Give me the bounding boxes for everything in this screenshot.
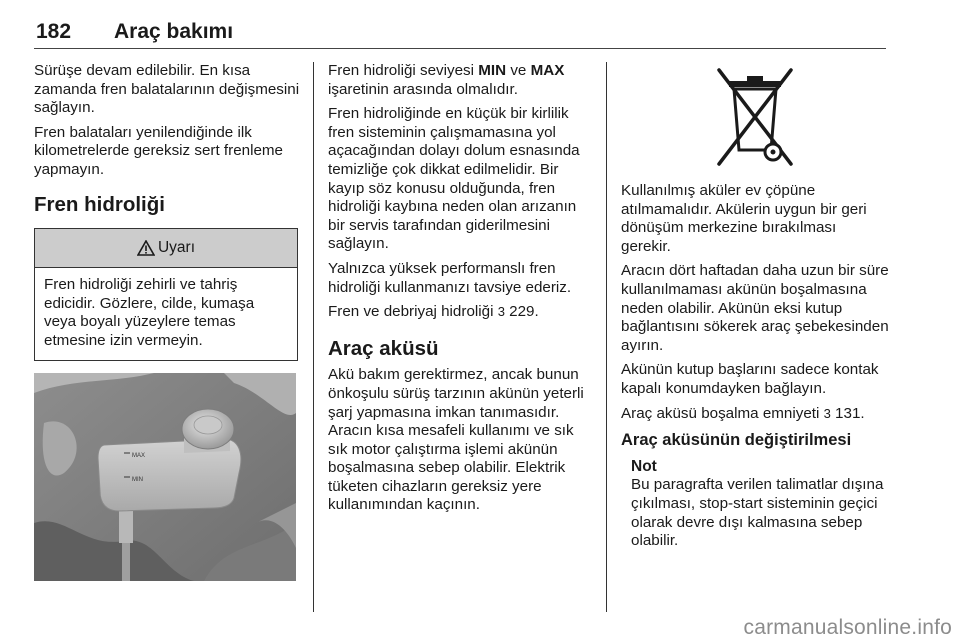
paragraph: Fren balataları yenilendiğinde ilk kilometrelerde gereksiz sert frenleme yapmayın. [34, 123, 283, 178]
note-box [621, 458, 889, 551]
column-middle [328, 62, 594, 521]
section-heading-brake-fluid: Fren hidroliği [34, 192, 165, 216]
column-divider [606, 62, 607, 612]
max-label: MAX [530, 62, 565, 79]
column-right [621, 62, 889, 551]
paragraph: Sürüşe devam edilebilir. En kısa zamanda fren balatalarının değişmesini sağlayın. [34, 62, 300, 117]
paragraph: Aracın dört haftadan daha uzun bir süre kullanılmaması akünün boşalmasına neden olabilir. Akünün eksi kutup bağlantısını sökerek araç şebekesinden ayırın. [621, 262, 889, 354]
warning-text: Fren hidroliği zehirli ve tahriş edicidir. Gözlere, cilde, kumaşa veya boyalı yüzeylere temas etmesine izin vermeyin. [44, 276, 255, 349]
paragraph: Yalnızca yüksek performanslı fren hidroliği kullanmanızı tavsiye ederiz. [328, 259, 572, 296]
cross-reference: Araç aküsü boşalma emniyeti 3 131. [621, 404, 865, 422]
brake-fluid-reservoir-photo [34, 373, 296, 581]
column-left [34, 62, 300, 581]
warning-box [34, 228, 298, 360]
paragraph: Akü bakım gerektirmez, ancak bunun önkoşulu sürüş tarzının akünün yeterli şarj yapmasına imkan tanımasıdır. Aracın kısa mesafeli kullanımı ve sık sık motor çalıştırma işlemi akünün boşalmasına sebep olabilir. Elektrik tüketen cihazların gereksiz yere kullanımından kaçının. [328, 366, 584, 514]
note-title: Not [631, 457, 657, 475]
page-ref-arrow-icon: 3 [823, 405, 831, 421]
page-header [34, 14, 886, 49]
paragraph: Kullanılmış aküler ev çöpüne atılmamalıdır. Akülerin uygun bir geri dönüşüm merkezine bırakılması gerekir. [621, 182, 867, 255]
warning-header [35, 229, 297, 268]
cross-reference: Fren ve debriyaj hidroliği 3 229. [328, 303, 539, 321]
warning-title: Uyarı [157, 238, 196, 256]
page-ref-arrow-icon: 3 [497, 304, 505, 320]
max-mark: MAX [132, 452, 146, 459]
crossed-out-bin-icon [709, 64, 801, 170]
column-divider [313, 62, 314, 612]
page-number: 182 [36, 20, 72, 43]
section-heading-battery-replacement: Araç aküsünün değiştirilmesi [621, 431, 852, 450]
chapter-title: Araç bakımı [114, 20, 234, 43]
min-mark: MIN [132, 476, 143, 483]
note-text: Bu paragrafta verilen talimatlar dışına çıkılması, stop-start sisteminin geçici olarak devre dışı kalmasına sebep olabilir. [631, 476, 884, 550]
paragraph-level: Fren hidroliği seviyesi MIN ve MAX işaretinin arasında olmalıdır. [328, 62, 565, 98]
section-heading-battery: Araç aküsü [328, 336, 439, 360]
paragraph: Akünün kutup başlarını sadece kontak kapalı konumdayken bağlayın. [621, 361, 879, 397]
min-label: MIN [478, 62, 507, 79]
watermark: carmanualsonline.info [743, 616, 952, 639]
paragraph: Fren hidroliğinde en küçük bir kirlilik fren sisteminin çalışmamasına yol açacağından dolayı dolum esnasında temizliğe çok dikkat edilmelidir. Bir kayıp söz konusu olduğunda, fren hidroliği kaybına neden olan arızanın bir servis tarafından giderilmesini sağlayın. [328, 105, 580, 253]
warning-triangle-icon [137, 240, 155, 256]
